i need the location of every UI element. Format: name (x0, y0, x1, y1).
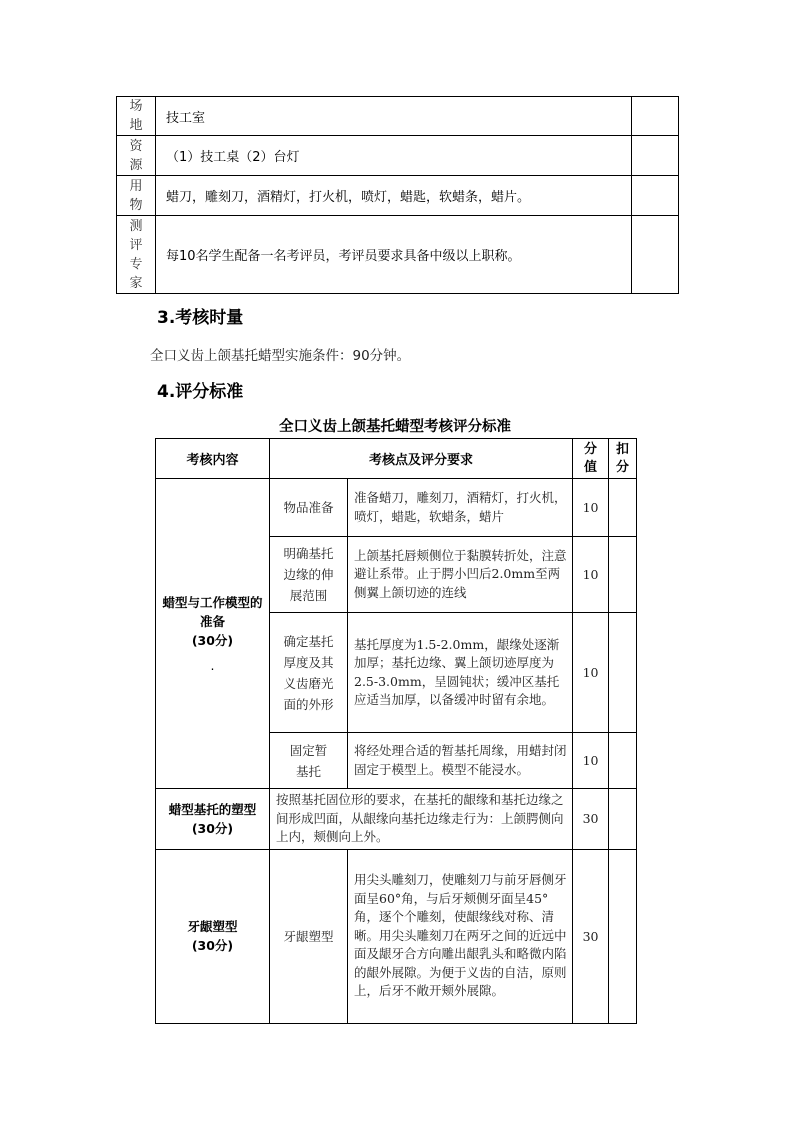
deduct-cell (609, 537, 637, 613)
requirement-cell: 准备蜡刀，雕刻刀，酒精灯，打火机，喷灯，蜡匙，软蜡条，蜡片 (348, 479, 573, 537)
resource-row-supplies (117, 176, 679, 216)
category-cell: 蜡型与工作模型的准备 (30分) . (156, 479, 270, 789)
item-cell: 确定基托厚度及其义齿磨光面的外形 (270, 613, 348, 733)
resource-label: 用物 (117, 176, 156, 216)
category-cell: 蜡型基托的塑型 (30分) (156, 789, 270, 850)
resource-blank-cell (632, 136, 679, 176)
deduct-cell (609, 479, 637, 537)
scoring-table-caption: 全口义齿上颌基托蜡型考核评分标准 (279, 419, 511, 435)
item-cell: 物品准备 (270, 479, 348, 537)
item-cell: 明确基托边缘的伸展范围 (270, 537, 348, 613)
header-content: 考核内容 (156, 439, 270, 479)
resource-row-venue (117, 97, 679, 136)
resource-blank-cell (632, 216, 679, 294)
resource-label: 场地 (117, 97, 156, 136)
score-cell: 30 (573, 789, 609, 850)
table-row (156, 789, 637, 850)
section-3-text: 全口义齿上颌基托蜡型实施条件：90分钟。 (150, 348, 411, 364)
header-score: 分值 (573, 439, 609, 479)
deduct-cell (609, 789, 637, 850)
score-cell: 30 (573, 849, 609, 1023)
resource-value: 蜡刀，雕刻刀，酒精灯，打火机，喷灯，蜡匙，软蜡条，蜡片。 (156, 176, 632, 216)
score-cell: 10 (573, 733, 609, 789)
deduct-cell (609, 849, 637, 1023)
resource-value: 技工室 (156, 97, 632, 136)
resource-row-resources (117, 136, 679, 176)
deduct-cell (609, 613, 637, 733)
resource-blank-cell (632, 97, 679, 136)
table-row (156, 849, 637, 1023)
header-points: 考核点及评分要求 (270, 439, 573, 479)
score-cell: 10 (573, 613, 609, 733)
item-cell: 牙龈塑型 (270, 849, 348, 1023)
item-cell: 固定暂基托 (270, 733, 348, 789)
requirement-cell: 按照基托固位形的要求，在基托的龈缘和基托边缘之间形成凹面，从龈缘向基托边缘走行为：上颌腭侧向上内，颊侧向上外。 (270, 789, 573, 850)
score-cell: 10 (573, 479, 609, 537)
resource-label: 测评专家 (117, 216, 156, 294)
resource-table (116, 96, 679, 294)
category-cell: 牙龈塑型 (30分) (156, 849, 270, 1023)
score-cell: 10 (573, 537, 609, 613)
resource-row-examiners (117, 216, 679, 294)
resource-blank-cell (632, 176, 679, 216)
section-3-heading: 3.考核时量 (157, 308, 244, 328)
table-row (156, 479, 637, 537)
requirement-cell: 用尖头雕刻刀，使雕刻刀与前牙唇侧牙面呈60°角，与后牙颊侧牙面呈45°角，逐个个雕刻，使龈缘线对称、清晰。用尖头雕刻刀在两牙之间的近远中面及龈牙合方向雕出龈乳头和略微内陷的龈外展隙。为便于义齿的自洁，原则上，后牙不敞开颊外展隙。 (348, 849, 573, 1023)
resource-label: 资源 (117, 136, 156, 176)
requirement-cell: 基托厚度为1.5-2.0mm，龈缘处逐渐加厚；基托边缘、翼上颌切迹厚度为2.5-3.0mm，呈圆钝状；缓冲区基托应适当加厚，以备缓冲时留有余地。 (348, 613, 573, 733)
header-deduct: 扣分 (609, 439, 637, 479)
deduct-cell (609, 733, 637, 789)
resource-value: 每10名学生配备一名考评员，考评员要求具备中级以上职称。 (156, 216, 632, 294)
requirement-cell: 将经处理合适的暂基托周缘，用蜡封闭固定于模型上。模型不能浸水。 (348, 733, 573, 789)
scoring-table (155, 438, 637, 1024)
section-4-heading: 4.评分标准 (157, 382, 244, 402)
table-header-row (156, 439, 637, 479)
requirement-cell: 上颌基托唇颊侧位于黏膜转折处，注意避让系带。止于腭小凹后2.0mm至两侧翼上颌切迹的连线 (348, 537, 573, 613)
resource-value: （1）技工桌（2）台灯 (156, 136, 632, 176)
